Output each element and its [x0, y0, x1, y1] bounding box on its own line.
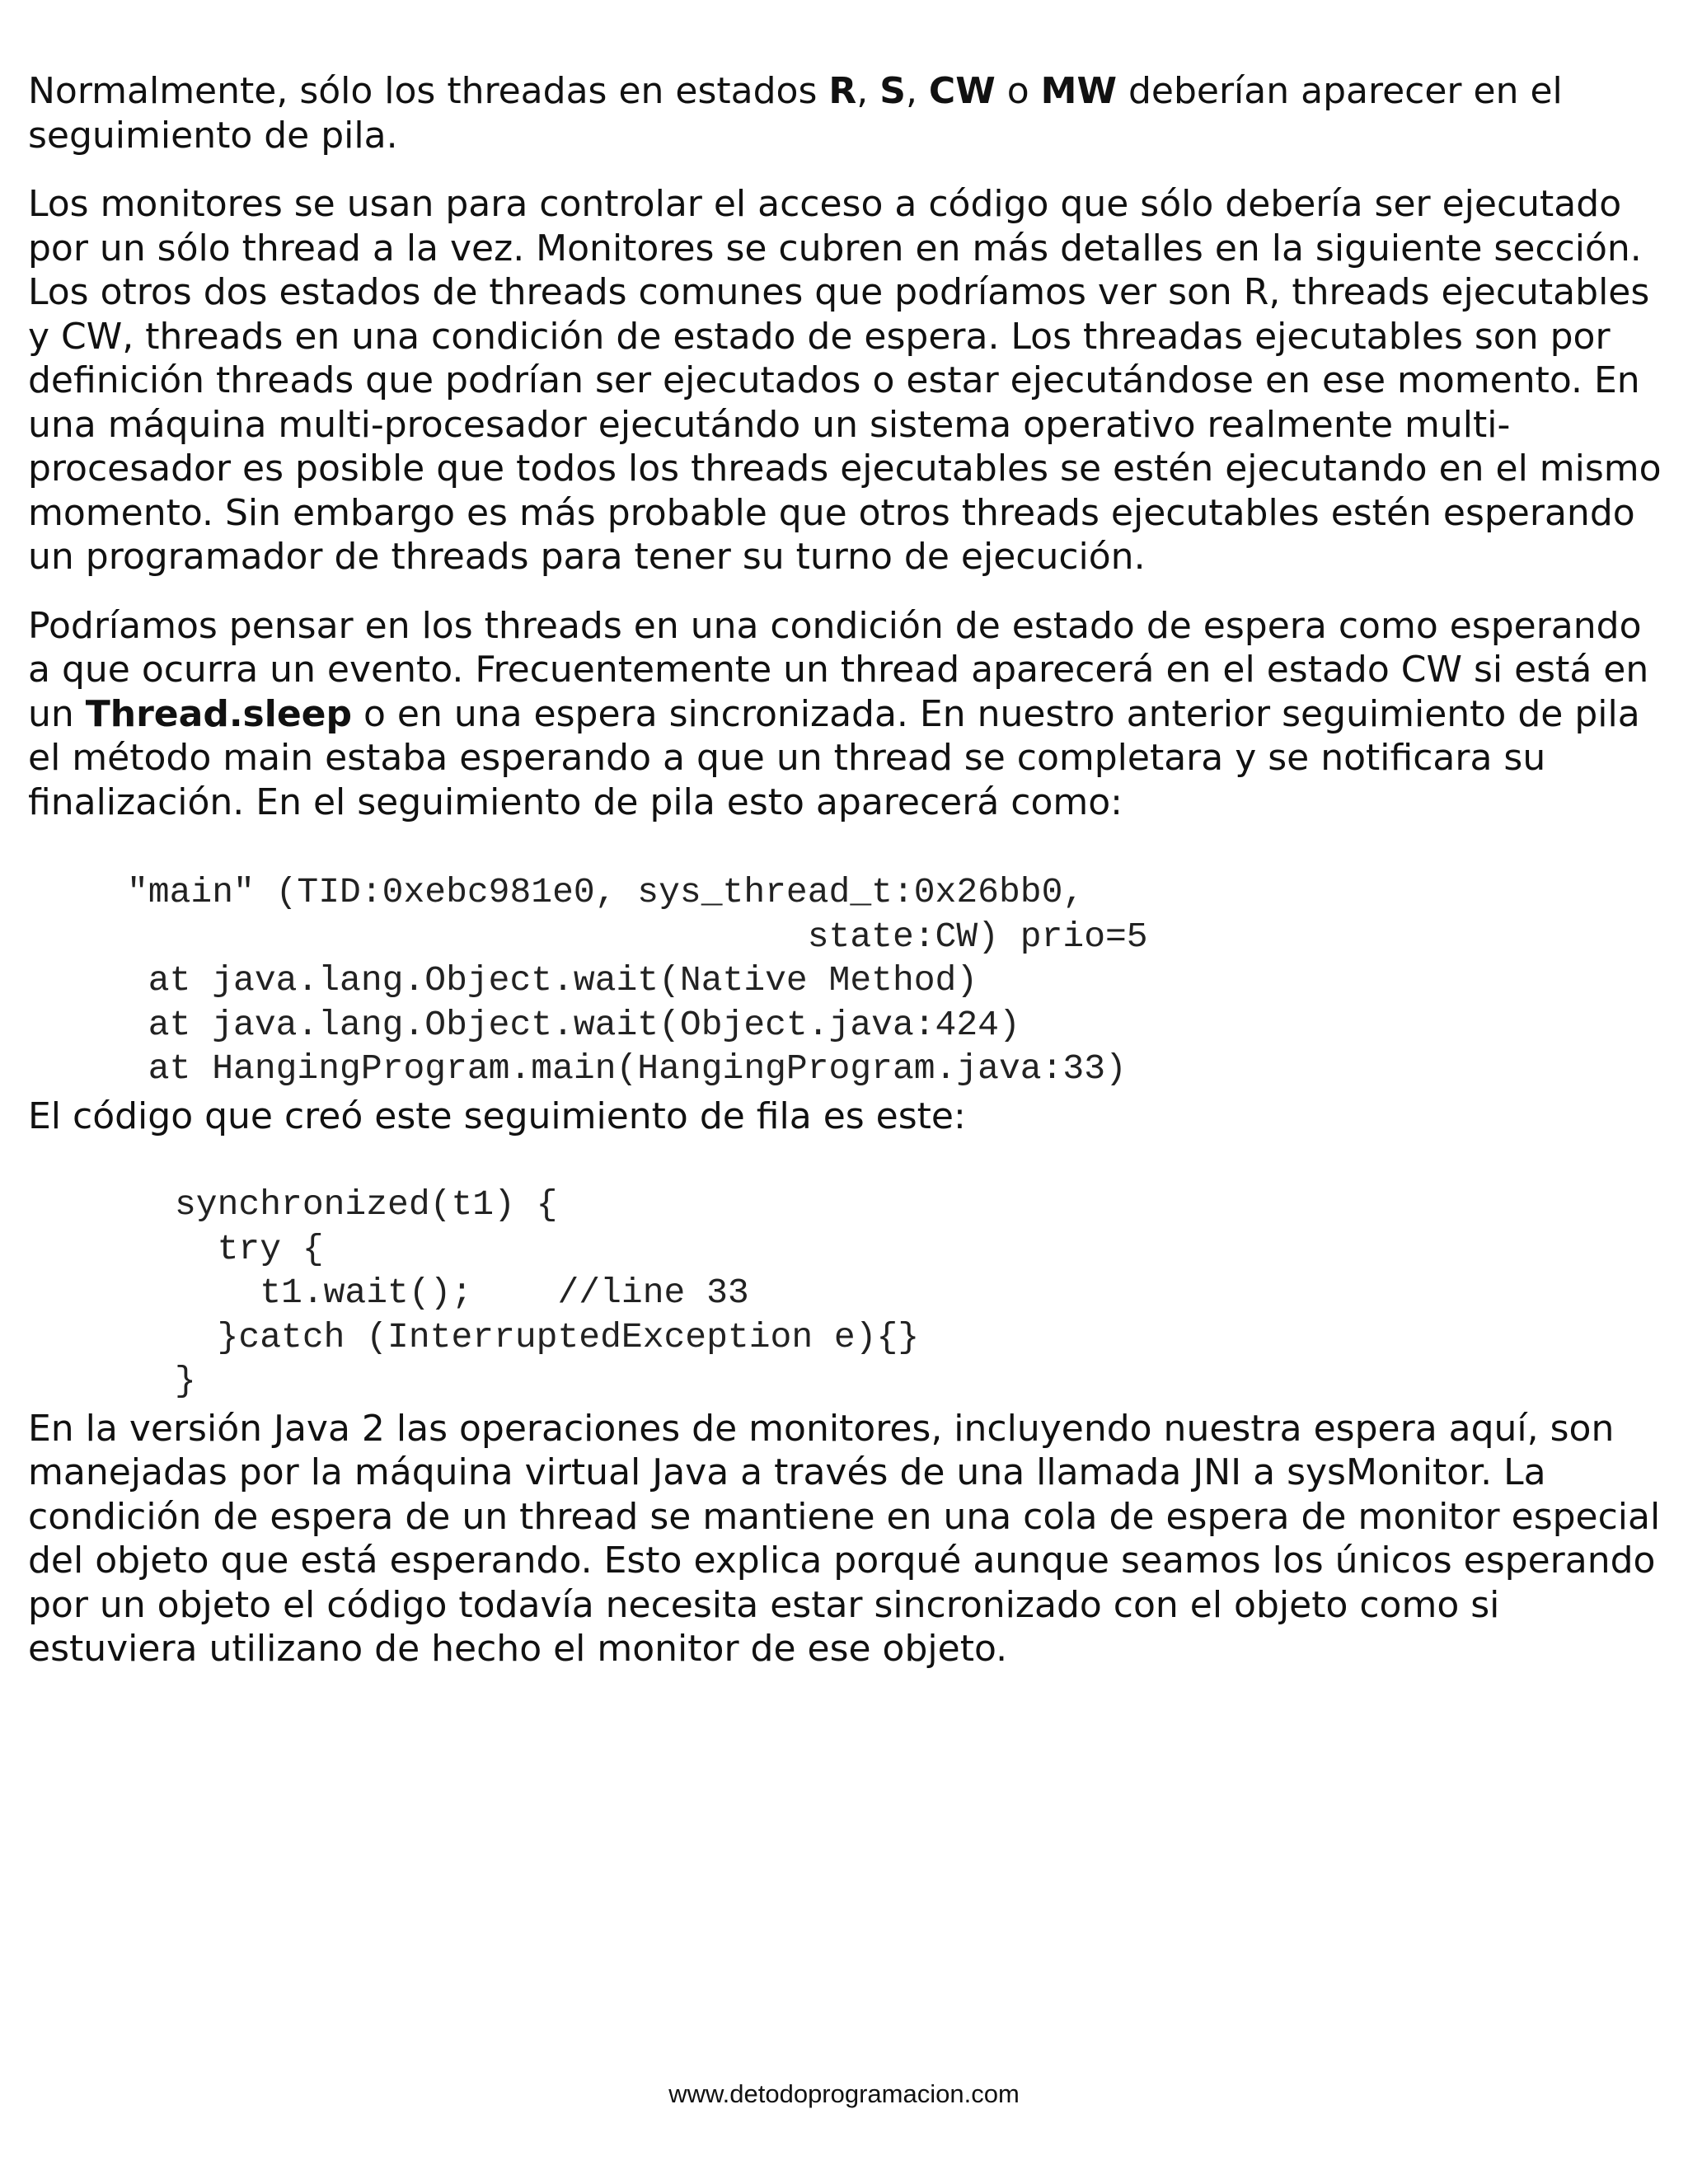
- paragraph-thread-states: Normalmente, sólo los threadas en estados R, S, CW o MW deberían aparecer en el seguimiento de pila.: [28, 70, 1563, 157]
- bold-state-r: R: [828, 70, 857, 112]
- bold-thread-sleep: Thread.sleep: [85, 692, 352, 735]
- bold-state-s: S: [879, 70, 906, 112]
- document-page: [28, 69, 1668, 1696]
- bold-state-mw: MW: [1040, 70, 1117, 112]
- bold-state-cw: CW: [928, 70, 996, 112]
- paragraph-code-intro: El código que creó este seguimiento de fila es este:: [28, 1094, 966, 1137]
- footer-url: www.detodoprogramacion.com: [668, 2079, 1020, 2108]
- paragraph-wait-condition: Podríamos pensar en los threads en una condición de estado de espera como esperando a que ocurra un evento. Frecuentemente un thread aparecerá en el estado CW si está en un Thread.sleep o en una espera sincronizada. En nuestro anterior seguimiento de pila el método main estaba esperando a que un thread se completara y se notificara su finalización. En el seguimiento de pila esto aparecerá como:: [28, 604, 1649, 823]
- code-block-synchronized: synchronized(t1) { try { t1.wait(); //line 33 }catch (InterruptedException e){} }: [175, 1184, 920, 1401]
- paragraph-java2-monitors: En la versión Java 2 las operaciones de monitores, incluyendo nuestra espera aquí, son manejadas por la máquina virtual Java a través de una llamada JNI a sysMonitor. La condición de espera de un thread se mantiene en una cola de espera de monitor especial del objeto que está esperando. Esto explica porqué aunque seamos los únicos esperando por un objeto el código todavía necesita estar sincronizado con el objeto como si estuviera utilizano de hecho el monitor de ese objeto.: [28, 1407, 1661, 1670]
- paragraph-monitors: Los monitores se usan para controlar el acceso a código que sólo debería ser ejecutado por un sólo thread a la vez. Monitores se cubren en más detalles en la siguiente sección. Los otros dos estados de threads comunes que podríamos ver son R, threads ejecutables y CW, threads en una condición de estado de espera. Los threadas ejecutables son por definición threads que podrían ser ejecutados o estar ejecutándose en ese momento. En una máquina multi-procesador ejecutándo un sistema operativo realmente multi-procesador es posible que todos los threads ejecutables se estén ejecutando en el mismo momento. Sin embargo es más probable que otros threads ejecutables estén esperando un programador de threads para tener su turno de ejecución.: [28, 183, 1662, 578]
- code-block-stack-trace: "main" (TID:0xebc981e0, sys_thread_t:0x26bb0, state:CW) prio=5 at java.lang.Object.wait(Native Method) at java.lang.Object.wait(Object.java:424) at HangingProgram.main(HangingProgram.java:33): [127, 872, 1148, 1089]
